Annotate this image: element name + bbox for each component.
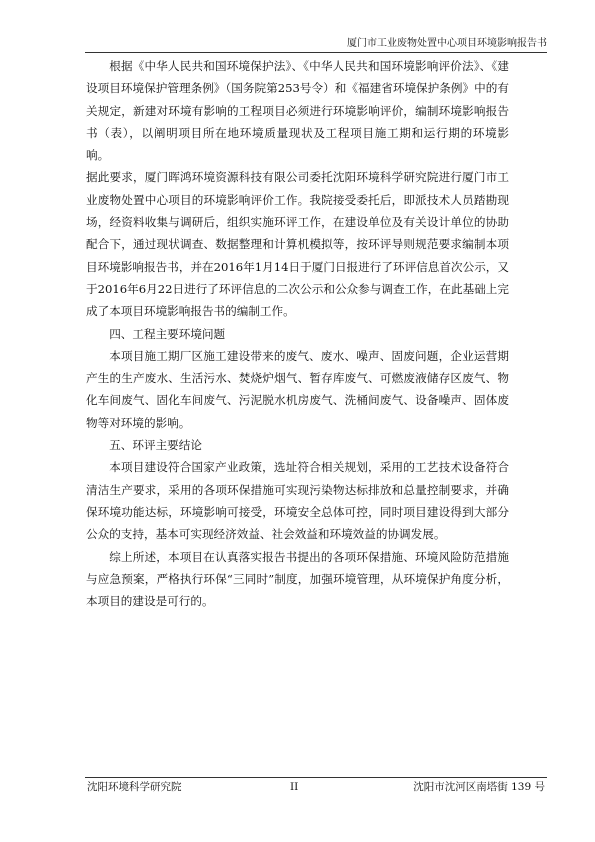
page-number: II [290,781,299,793]
header-title: 厦门市工业废物处置中心项目环境影响报告书 [347,38,547,49]
report-body [86,55,509,612]
section-heading-conclusions: 五、环评主要结论 [109,438,202,453]
header-divider [85,52,547,53]
paragraph-summary: 综上所述，本项目在认真落实报告书提出的各项环保措施、环境风险防范措施与应急预案，严格执行环保“三同时”制度，加强环境管理，从环境保护角度分析，本项目的建设是可行的。 [86,549,509,609]
paragraph-environmental-issues: 本项目施工期厂区施工建设带来的废气、废水、噪声、固废问题，企业运营期产生的生产废水、生活污水、焚烧炉烟气、暂存库废气、可燃废液储存区废气、物化车间废气、固化车间废气、污泥脱水机房废气、洗桶间废气、设备噪声、固体废物等对环境的影响。 [86,348,509,430]
paragraph-conclusions: 本项目建设符合国家产业政策，选址符合相关规划，采用的工艺技术设备符合清洁生产要求，采用的各项环保措施可实现污染物达标排放和总量控制要求，并确保环境功能达标，环境影响可接受，环境安全总体可控，同时项目建设得到大部分公众的支持，基本可实现经济效益、社会效益和环境效益的协调发展。 [86,460,509,542]
footer-institute: 沈阳环境科学研究院 [87,781,182,793]
footer-divider [85,777,547,778]
section-heading-environmental-issues: 四、工程主要环境问题 [109,326,226,341]
footer-address: 沈阳市沈河区南塔街 139 号 [413,781,545,793]
paragraph-commission: 据此要求，厦门晖鸿环境资源科技有限公司委托沈阳环境科学研究院进行厦门市工业废物处置中心项目的环境影响评价工作。我院接受委托后，即派技术人员踏勘现场，经资料收集与调研后，组织实施环评工作，在建设单位及有关设计单位的协助配合下，通过现状调查、数据整理和计算机模拟等，按环评导则规范要求编制本项目环境影响报告书，并在2016年1月14日于厦门日报进行了环评信息首次公示，又于2016年6月22日进行了环评信息的二次公示和公众参与调查工作，在此基础上完成了本项目环境影响报告书的编制工作。 [86,170,509,319]
paragraph-legal-basis: 根据《中华人民共和国环境保护法》、《中华人民共和国环境影响评价法》、《建设项目环境保护管理条例》（国务院第253号令）和《福建省环境保护条例》中的有关规定，新建对环境有影响的工程项目必须进行环境影响评价，编制环境影响报告书（表），以阐明项目所在地环境质量现状及工程项目施工期和运行期的环境影响。 [86,59,509,163]
